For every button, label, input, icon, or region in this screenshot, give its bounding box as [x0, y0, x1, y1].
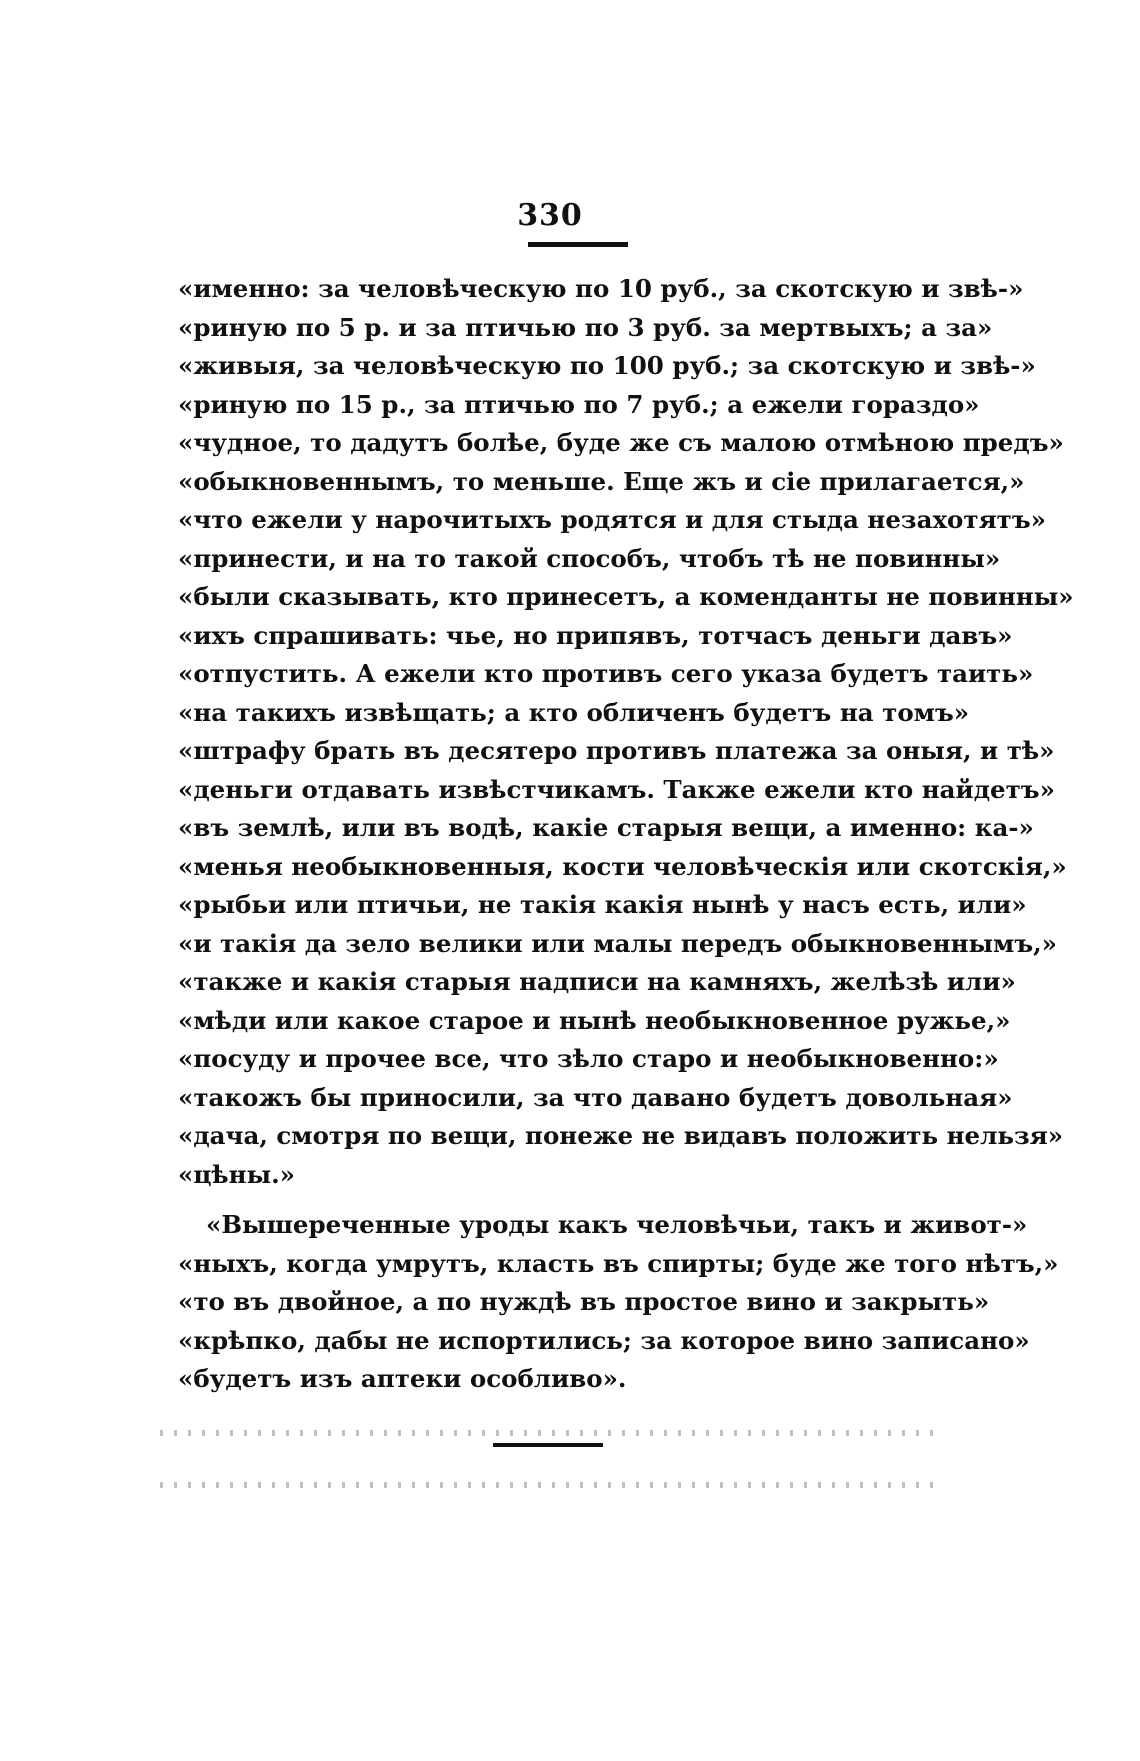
text-line: «будетъ изъ аптеки особливо».: [178, 1364, 627, 1393]
text-line: «отпустить. А ежели кто противъ сего указа будетъ таить»: [178, 659, 1034, 688]
text-line: «что ежели у нарочитыхъ родятся и для стыда незахотятъ»: [178, 505, 1046, 534]
text-line: «такожъ бы приносили, за что давано будетъ довольная»: [178, 1082, 1013, 1112]
text-line: «были сказывать, кто принесетъ, а коменданты не повинны»: [178, 582, 1074, 611]
text-line: «принести, и на то такой способъ, чтобъ тѣ не повинны»: [178, 543, 1001, 573]
text-line: «живыя, за человѣческую по 100 руб.; за скотскую и звѣ-»: [178, 351, 1036, 380]
text-line: «дача, смотря по вещи, понеже не видавъ положить нельзя»: [178, 1121, 1064, 1150]
text-line: «ныхъ, когда умрутъ, класть въ спирты; буде же того нѣтъ,»: [178, 1248, 1059, 1278]
text-line: «то въ двойное, а по нуждѣ въ простое вино и закрыть»: [178, 1287, 990, 1316]
page-number: 330: [517, 198, 583, 233]
text-line: «мѣди или какое старое и нынѣ необыкновенное ружье,»: [178, 1005, 1011, 1035]
text-line: «цѣны.»: [178, 1159, 295, 1189]
text-line: «именно: за человѣческую по 10 руб., за скотскую и звѣ-»: [178, 274, 1024, 303]
text-line: «также и какія старыя надписи на камняхъ, желѣзѣ или»: [178, 967, 1016, 996]
body-text: [178, 270, 1074, 1399]
paragraph-gap: [178, 1194, 934, 1206]
show-through-marks: [160, 1482, 940, 1488]
header-rule: [528, 242, 628, 247]
text-line: «обыкновеннымъ, то меньше. Еще жъ и сіе прилагается,»: [178, 466, 1025, 496]
text-line: «и такія да зело велики или малы передъ обыкновеннымъ,»: [178, 928, 1057, 958]
text-line: «чудное, то дадутъ болѣе, буде же съ малою отмѣною предъ»: [178, 428, 1064, 457]
section-end-rule: [493, 1443, 603, 1447]
text-line: «ихъ спрашивать: чье, но припявъ, тотчасъ деньги давъ»: [178, 620, 1013, 650]
text-line: «Вышереченные уроды какъ человѣчьи, такъ и живот-»: [206, 1210, 1028, 1239]
paragraph-1: [178, 270, 1074, 1194]
paragraph-2: [178, 1206, 1059, 1399]
text-line: «посуду и прочее все, что зѣло старо и необыкновенно:»: [178, 1044, 999, 1073]
text-line: «на такихъ извѣщать; а кто обличенъ будетъ на томъ»: [178, 697, 970, 727]
text-line: «штрафу брать въ десятеро противъ платежа за оныя, и тѣ»: [178, 736, 1055, 765]
text-line: «менья необыкновенныя, кости человѣческія или скотскія,»: [178, 851, 1067, 881]
text-line: «въ землѣ, или въ водѣ, какіе старыя вещи, а именно: ка-»: [178, 813, 1034, 842]
text-line: «деньги отдавать извѣстчикамъ. Также ежели кто найдетъ»: [178, 774, 1055, 804]
text-line: «крѣпко, дабы не испортились; за которое вино записано»: [178, 1325, 1030, 1355]
text-line: «риную по 5 р. и за птичью по 3 руб. за мертвыхъ; а за»: [178, 312, 993, 342]
text-line: «рыбьи или птичьи, не такія какія нынѣ у насъ есть, или»: [178, 890, 1027, 919]
text-line: «риную по 15 р., за птичью по 7 руб.; а ежели гораздо»: [178, 389, 980, 419]
show-through-marks: [160, 1430, 940, 1436]
